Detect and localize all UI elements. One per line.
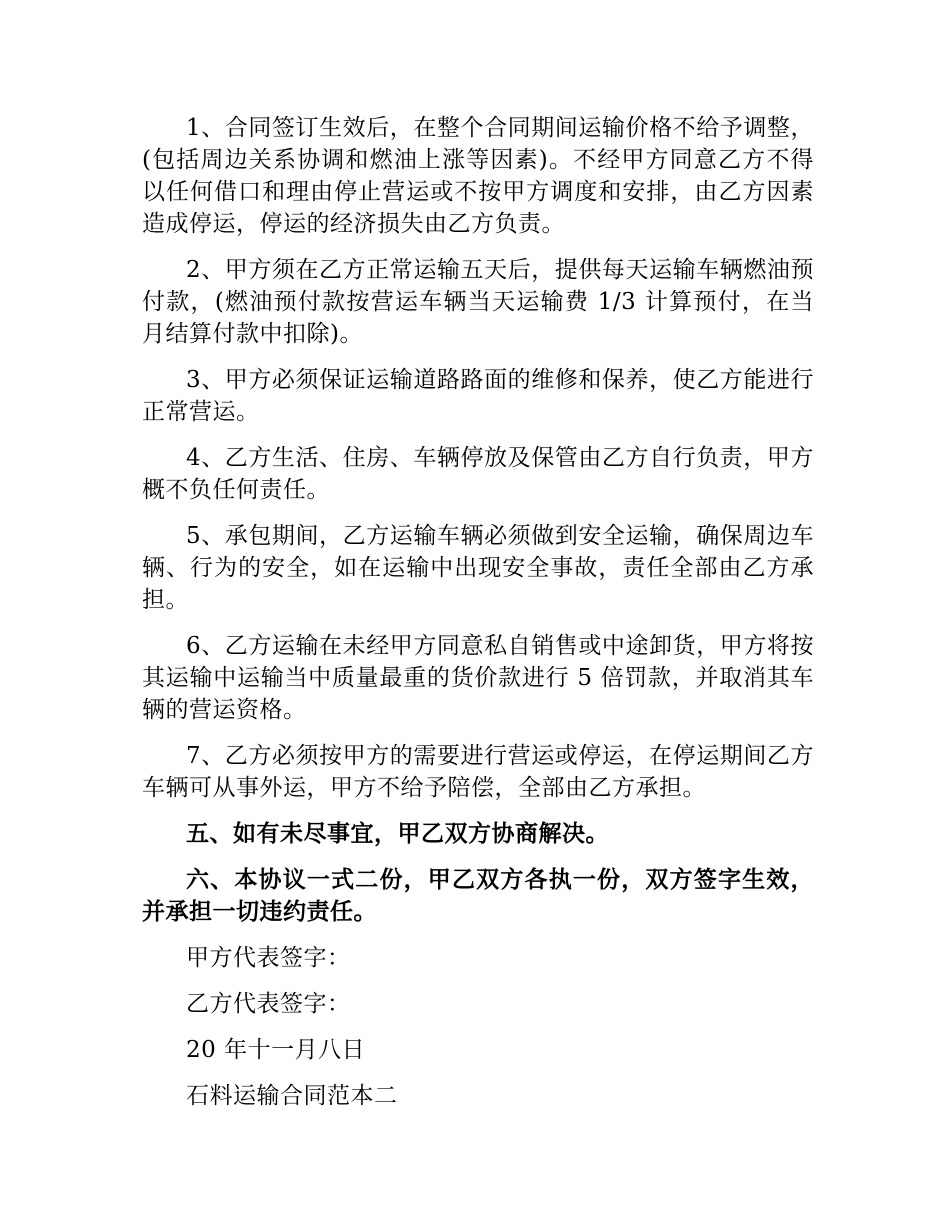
contract-date: 20 年十一月八日 <box>186 1037 366 1063</box>
clause-5: 5、承包期间，乙方运输车辆必须做到安全运输，确保周边车辆、行为的安全，如在运输中出现安全事故，责任全部由乙方承担。 <box>142 523 814 613</box>
clause-3: 3、甲方必须保证运输道路路面的维修和保养，使乙方能进行正常营运。 <box>142 367 814 425</box>
party-b-signature-label: 乙方代表签字： <box>186 991 351 1017</box>
clause-6: 6、乙方运输在未经甲方同意私自销售或中途卸货，甲方将按其运输中运输当中质量最重的货价款进行 5 倍罚款，并取消其车辆的营运资格。 <box>142 633 814 723</box>
section-5-heading: 五、如有未尽事宜，甲乙双方协商解决。 <box>186 820 609 847</box>
clause-1: 1、合同签订生效后，在整个合同期间运输价格不给予调整，(包括周边关系协调和燃油上涨等因素)。不经甲方同意乙方不得以任何借口和理由停止营运或不按甲方调度和安排，由乙方因素造成停运，停运的经济损失由乙方负责。 <box>142 115 814 237</box>
section-6-heading: 六、本协议一式二份，甲乙双方各执一份，双方签字生效，并承担一切违约责任。 <box>142 866 814 925</box>
party-a-signature-label: 甲方代表签字： <box>186 945 351 971</box>
clause-7: 7、乙方必须按甲方的需要进行营运或停运，在停运期间乙方车辆可从事外运，甲方不给予陪偿，全部由乙方承担。 <box>142 743 814 801</box>
clause-2: 2、甲方须在乙方正常运输五天后，提供每天运输车辆燃油预付款，(燃油预付款按营运车辆当天运输费 1/3 计算预付，在当月结算付款中扣除)。 <box>142 257 814 347</box>
document-page <box>142 112 814 1126</box>
next-document-title: 石料运输合同范本二 <box>186 1083 398 1109</box>
clause-4: 4、乙方生活、住房、车辆停放及保管由乙方自行负责，甲方概不负任何责任。 <box>142 445 814 503</box>
